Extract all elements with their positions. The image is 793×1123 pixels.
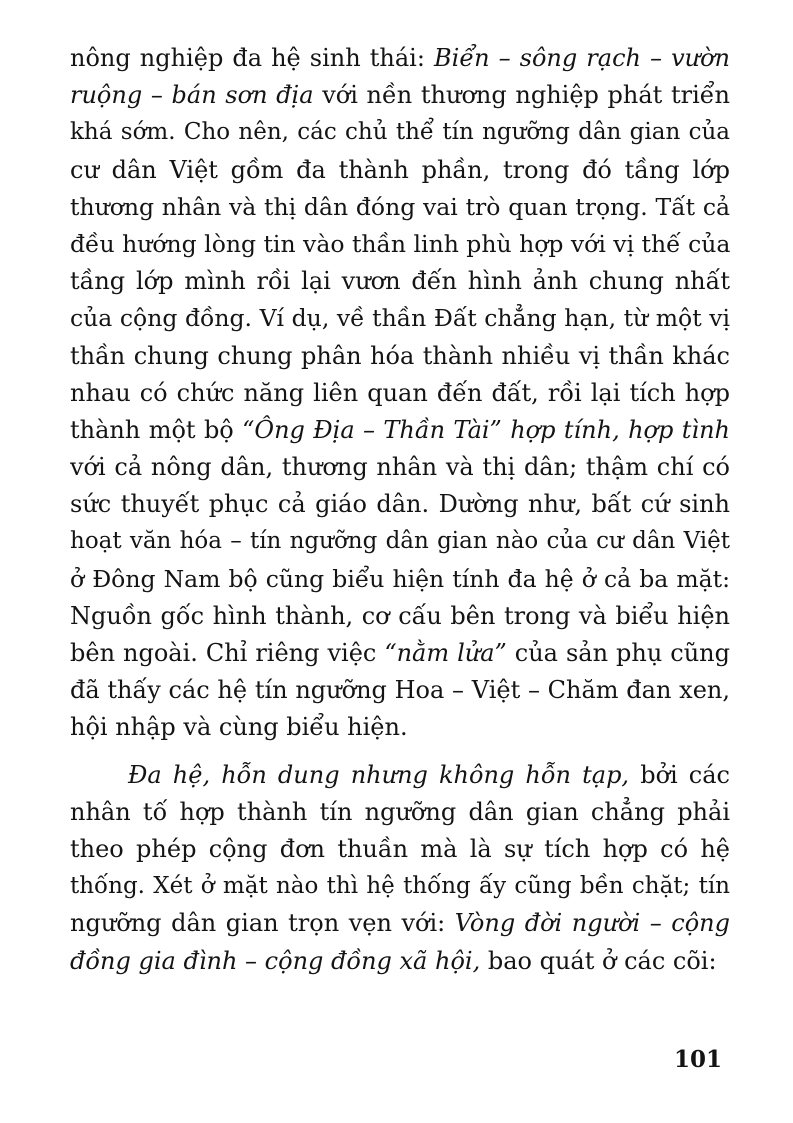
text-line (70, 943, 730, 980)
italic-run: “Ông Địa – Thần Tài” hợp tính, hợp tình (242, 415, 730, 444)
text-line (70, 672, 730, 709)
text-run: nhau có chức năng liên quan đến đất, rồi lại tích hợp (70, 378, 730, 407)
text-line (70, 868, 730, 905)
text-line (70, 523, 730, 560)
paragraph (70, 757, 730, 980)
text-run: ở Đông Nam bộ cũng biểu hiện tính đa hệ ở cả ba mặt: (70, 564, 730, 593)
text-run: của sản phụ cũng (506, 639, 730, 667)
text-line (70, 412, 730, 449)
text-run: bởi các (629, 760, 730, 789)
text-line (70, 338, 730, 375)
text-line (70, 77, 730, 114)
text-line (70, 40, 730, 77)
text-run: nông nghiệp đa hệ sinh thái: (70, 44, 434, 72)
text-run: bên ngoài. Chỉ riêng việc (70, 639, 385, 667)
body-text (70, 40, 730, 980)
text-line (70, 635, 730, 672)
text-line (70, 375, 730, 412)
text-run: bao quát ở các cõi: (480, 946, 717, 975)
text-line (70, 709, 730, 746)
paragraph (70, 40, 730, 747)
text-run: tầng lớp mình rồi lại vươn đến hình ảnh chung nhất (70, 267, 730, 296)
text-line (70, 831, 730, 868)
text-run: nhân tố hợp thành tín ngưỡng dân gian chẳng phải (70, 797, 730, 826)
text-run: của cộng đồng. Ví dụ, về thần Đất chẳng hạn, từ một vị (70, 304, 730, 333)
text-run: thống. Xét ở mặt nào thì hệ thống ấy cũng bền chặt; tín (70, 873, 730, 900)
text-run: hội nhập và cùng biểu hiện. (70, 713, 408, 742)
text-run: đều hướng lòng tin vào thần linh phù hợp với vị thế của (70, 229, 730, 258)
text-run: thành một bộ (70, 415, 243, 444)
text-line (70, 794, 730, 831)
italic-run: Biển – sông rạch – vườn (434, 44, 730, 72)
text-run: Nguồn gốc hình thành, cơ cấu bên trong và biểu hiện (70, 601, 730, 630)
text-line (70, 598, 730, 635)
italic-run: Vòng đời người – cộng (454, 909, 730, 938)
text-line (70, 226, 730, 263)
text-line (70, 561, 730, 598)
text-run: khá sớm. Cho nên, các chủ thể tín ngưỡng dân gian của (70, 119, 730, 146)
italic-run: ruộng – bán sơn địa (70, 81, 314, 110)
text-run: với nền thương nghiệp phát triển (313, 81, 730, 110)
text-run: cư dân Việt gồm đa thành phần, trong đó tầng lớp (70, 155, 730, 184)
text-run: thần chung chung phân hóa thành nhiều vị thần khác (70, 341, 730, 370)
text-run: hoạt văn hóa – tín ngưỡng dân gian nào của cư dân Việt (70, 528, 730, 555)
text-run: đã thấy các hệ tín ngưỡng Hoa – Việt – Chăm đan xen, (70, 676, 730, 705)
page-number: 101 (673, 1046, 722, 1073)
text-line (70, 300, 730, 337)
italic-run: đồng gia đình – cộng đồng xã hội, (70, 946, 481, 975)
text-line (70, 189, 730, 226)
text-run: sức thuyết phục cả giáo dân. Dường như, bất cứ sinh (70, 490, 730, 519)
text-line (70, 114, 730, 151)
italic-run: “nằm lửa” (384, 639, 507, 667)
text-run: theo phép cộng đơn thuần mà là sự tích hợp có hệ (70, 834, 730, 863)
text-run: ngưỡng dân gian trọn vẹn với: (70, 909, 455, 938)
italic-run: Đa hệ, hỗn dung nhưng không hỗn tạp, (128, 760, 630, 789)
text-line (70, 486, 730, 523)
text-line (70, 449, 730, 486)
text-line (70, 263, 730, 300)
text-run: với cả nông dân, thương nhân và thị dân; thậm chí có (70, 453, 730, 482)
text-run: thương nhân và thị dân đóng vai trò quan trọng. Tất cả (70, 192, 730, 221)
text-line (70, 757, 730, 794)
text-line (70, 905, 730, 942)
text-line (70, 152, 730, 189)
